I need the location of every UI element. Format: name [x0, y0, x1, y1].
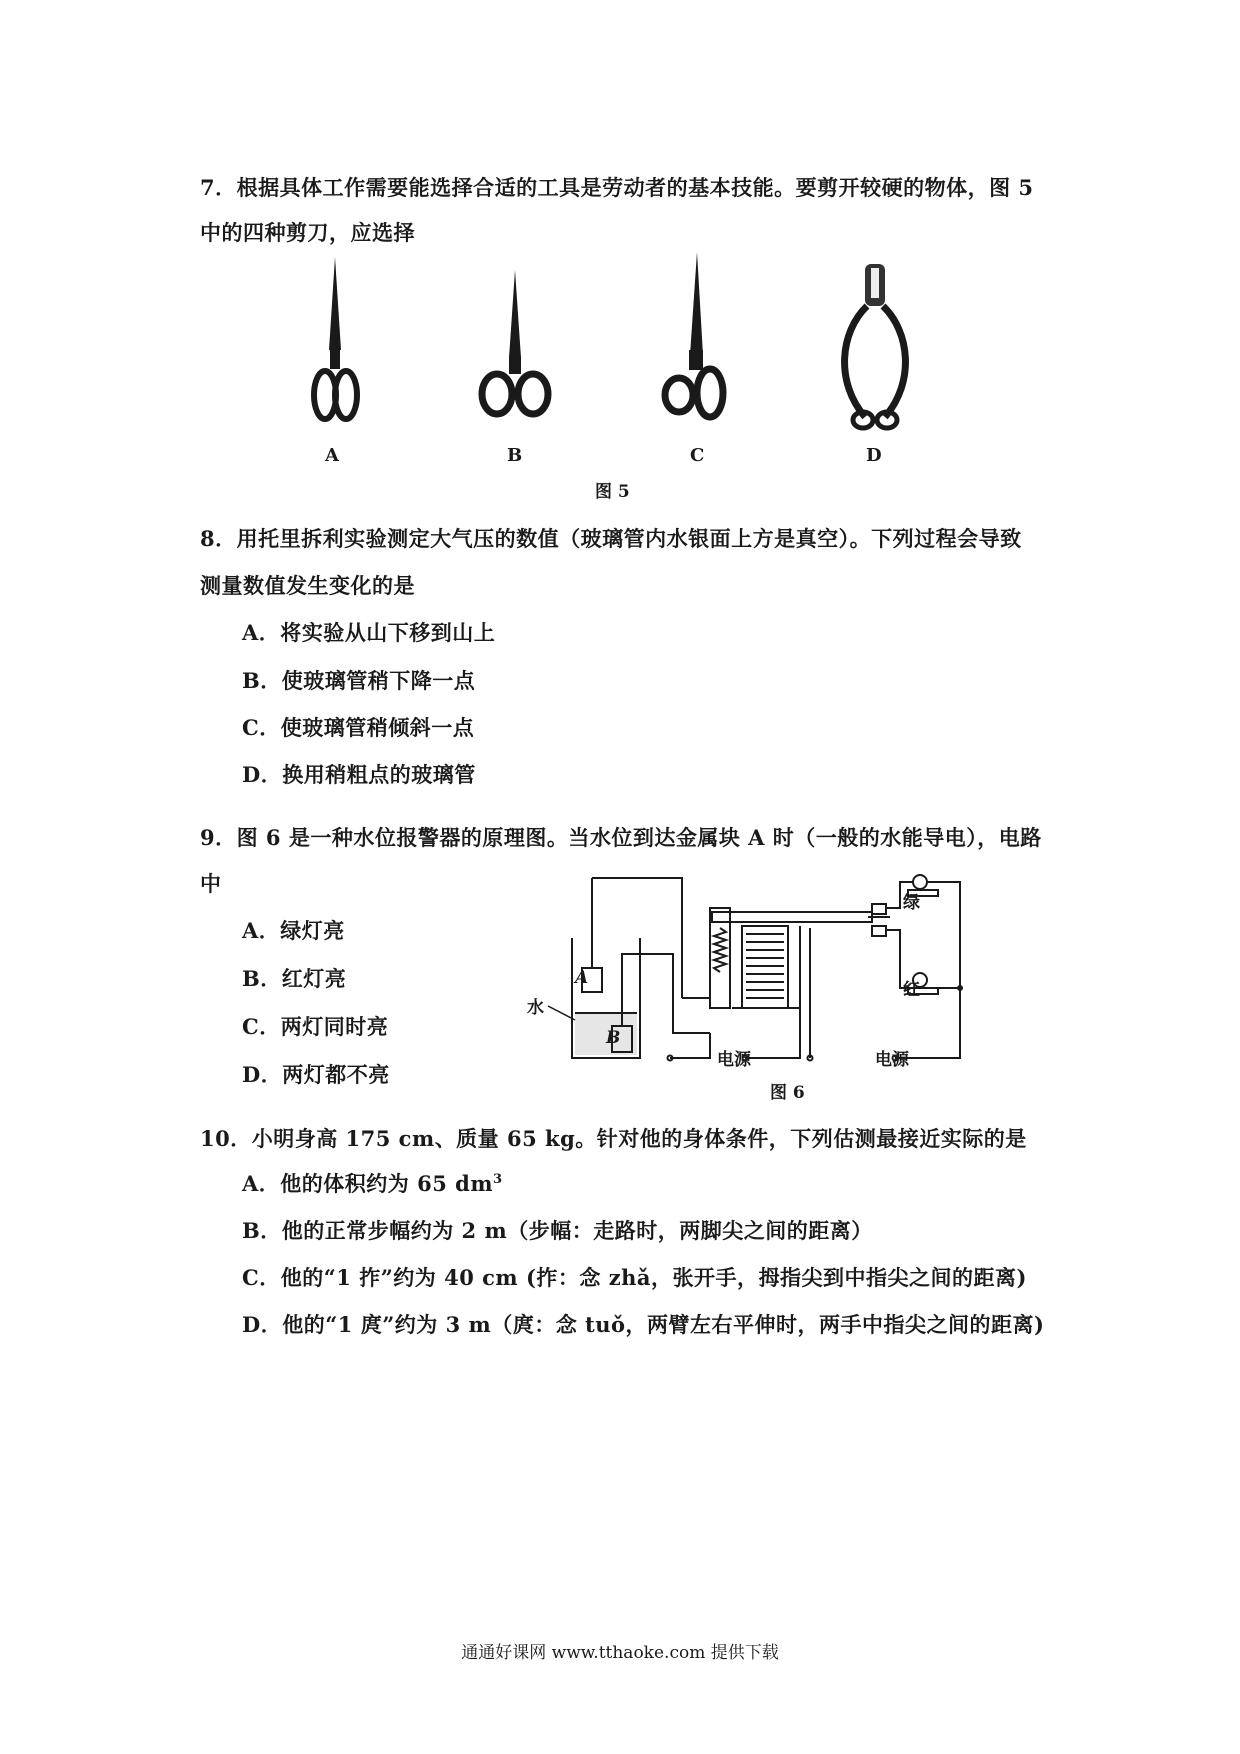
q10-option-a [242, 1168, 503, 1198]
scissors-label-b: B [507, 445, 523, 466]
q9-option-c: C．两灯同时亮 [242, 1014, 389, 1039]
q8-line2: 测量数值发生变化的是 [200, 573, 415, 598]
q10-option-d: D．他的“1 庹”约为 3 m（庹：念 tuǒ，两臂左右平伸时，两手中指尖之间的距离) [242, 1312, 1045, 1337]
figure-6-caption: 图 6 [770, 1083, 805, 1103]
q9-option-a: A．绿灯亮 [242, 918, 345, 943]
scissors-label-c: C [690, 445, 705, 466]
water-label: 水 [527, 998, 544, 1018]
block-b-label: B [606, 1028, 621, 1048]
scissors-label-d: D [866, 445, 882, 466]
q8-line1: 8．用托里拆利实验测定大气压的数值（玻璃管内水银面上方是真空）。下列过程会导致 [200, 526, 1022, 551]
scissors-a-icon [305, 255, 365, 425]
scissors-label-a: A [325, 445, 339, 466]
q7-line1: 7．根据具体工作需要能选择合适的工具是劳动者的基本技能。要剪开较硬的物体，图 5 [200, 175, 1034, 200]
figure-5-caption: 图 5 [595, 482, 630, 502]
power-source-1-label: 电源 [717, 1050, 751, 1070]
footer-download-note: 通通好课网 www.tthaoke.com 提供下载 [461, 1643, 779, 1663]
q8-option-b: B．使玻璃管稍下降一点 [242, 668, 476, 693]
q10-option-b: B．他的正常步幅约为 2 m（步幅：走路时，两脚尖之间的距离） [242, 1218, 873, 1243]
q7-line2: 中的四种剪刀，应选择 [200, 220, 415, 245]
q10-option-a-superscript: 3 [493, 1172, 503, 1187]
power-source-2-label: 电源 [875, 1050, 909, 1070]
q8-option-a: A．将实验从山下移到山上 [242, 620, 496, 645]
block-a-label: A [575, 968, 589, 988]
q8-option-c: C．使玻璃管稍倾斜一点 [242, 715, 475, 740]
q10-line1: 10．小明身高 175 cm、质量 65 kg。针对他的身体条件，下列估测最接近实际的是 [200, 1126, 1027, 1151]
red-lamp-label: 红 [903, 980, 920, 1000]
scissors-c-icon [655, 250, 735, 425]
q9-line2: 中 [200, 871, 222, 896]
green-lamp-label: 绿 [903, 893, 920, 913]
q10-option-a-text: A．他的体积约为 65 dm [242, 1171, 494, 1196]
q10-option-c: C．他的“1 拃”约为 40 cm (拃：念 zhǎ，张开手，拇指尖到中指尖之间的距离) [242, 1265, 1027, 1290]
q9-option-b: B．红灯亮 [242, 966, 347, 991]
q9-line1: 9．图 6 是一种水位报警器的原理图。当水位到达金属块 A 时（一般的水能导电），电路 [200, 825, 1042, 850]
scissors-d-icon [835, 262, 915, 432]
scissors-b-icon [475, 268, 555, 428]
q8-option-d: D．换用稍粗点的玻璃管 [242, 762, 476, 787]
q9-option-d: D．两灯都不亮 [242, 1062, 390, 1087]
